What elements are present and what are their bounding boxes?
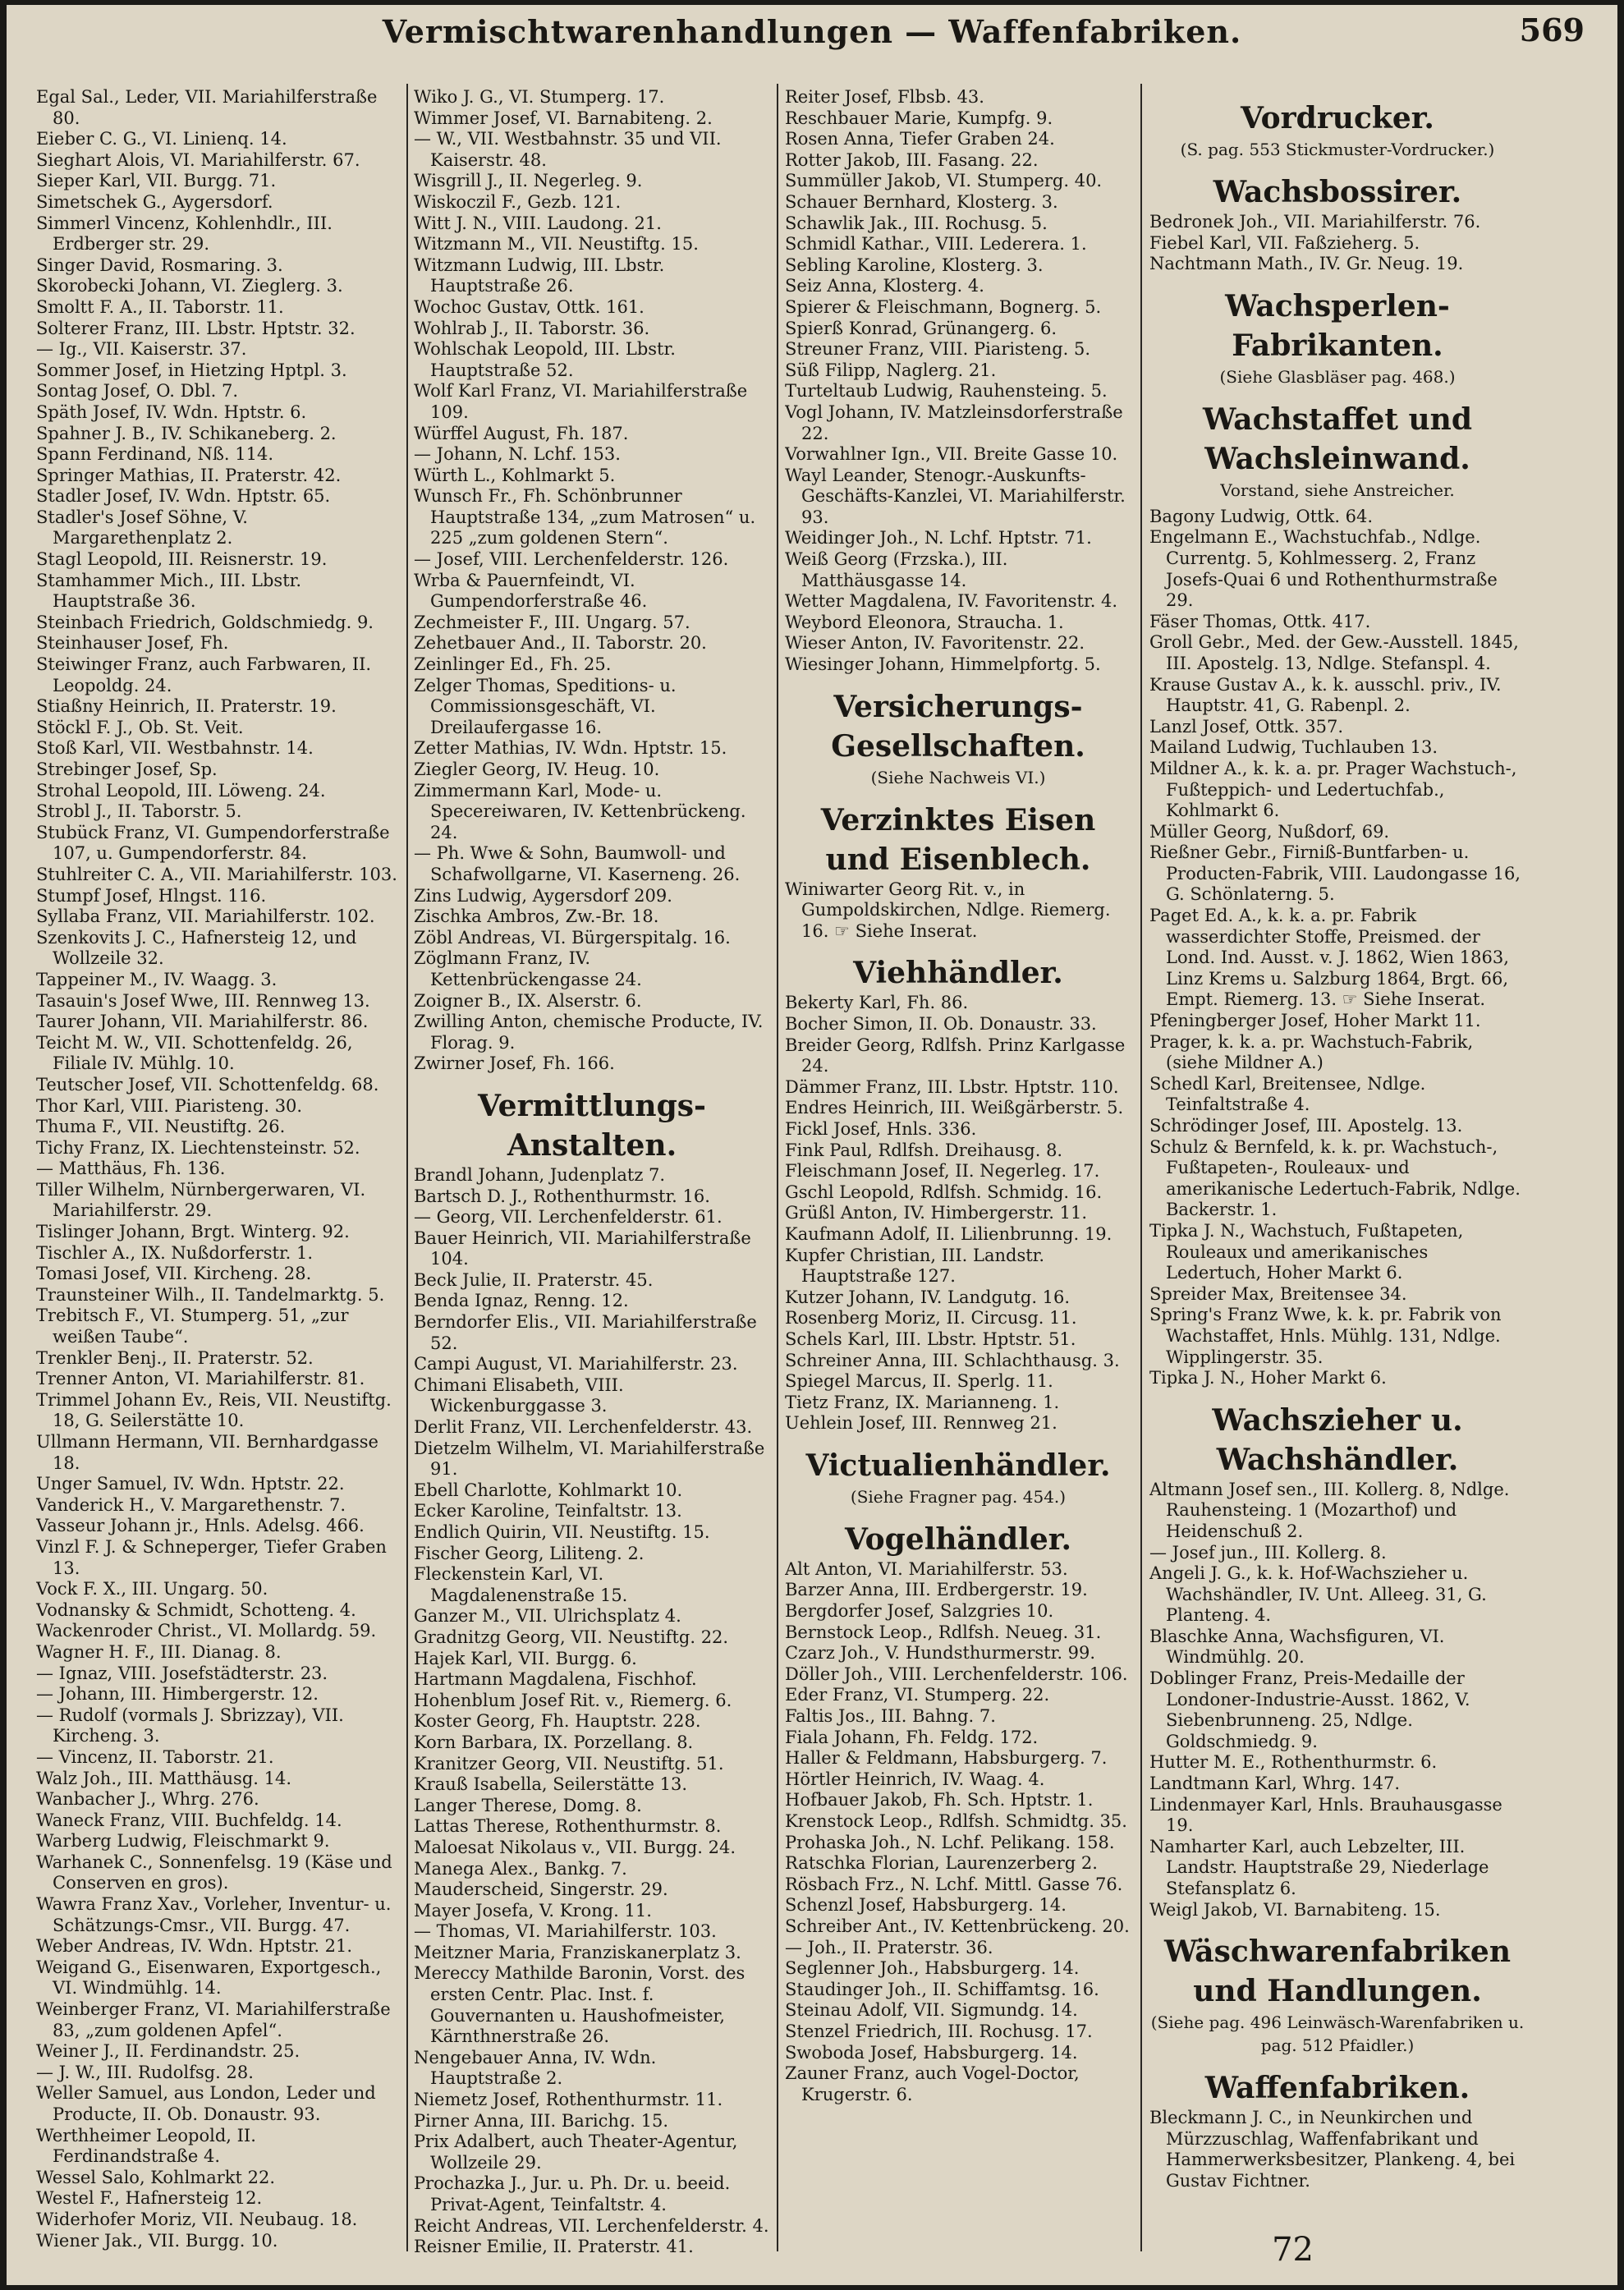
directory-entry: Simmerl Vincenz, Kohlenhdlr., III. Erdberger str. 29.: [36, 213, 333, 255]
directory-entry: Kranitzer Georg, VII. Neustiftg. 51.: [414, 1753, 724, 1774]
directory-entry: Bernstock Leop., Rdlfsh. Neueg. 31.: [785, 1622, 1102, 1642]
directory-entry: Wiko J. G., VI. Stumperg. 17.: [414, 87, 665, 107]
directory-entry: Derlit Franz, VII. Lerchenfelderstr. 43.: [414, 1417, 753, 1438]
directory-entry: Prohaska Joh., N. Lchf. Pelikang. 158.: [785, 1832, 1115, 1852]
directory-entry: Weigl Jakob, VI. Barnabiteng. 15.: [1149, 1899, 1441, 1920]
directory-entry: Krauß Isabella, Seilerstätte 13.: [414, 1774, 688, 1795]
directory-entry: — W., VII. Westbahnstr. 35 und VII. Kaiserstr. 48.: [414, 129, 722, 170]
directory-entry: Zwilling Anton, chemische Producte, IV. Florag. 9.: [414, 1012, 764, 1053]
directory-entry: Haller & Feldmann, Habsburgerg. 7.: [785, 1748, 1108, 1769]
directory-entry: Wawra Franz Xav., Vorleher, Inventur- u. Schätzungs-Cmsr., VII. Burgg. 47.: [36, 1894, 392, 1935]
directory-entry: Waneck Franz, VIII. Buchfeldg. 14.: [36, 1810, 342, 1830]
directory-entry: Tislinger Johann, Brgt. Winterg. 92.: [36, 1222, 350, 1242]
directory-entry: Bergdorfer Josef, Salzgries 10.: [785, 1601, 1054, 1622]
directory-entry: Süß Filipp, Naglerg. 21.: [785, 360, 997, 380]
directory-entry: Hutter M. E., Rothenthurmstr. 6.: [1149, 1752, 1438, 1773]
directory-entry: Stenzel Friedrich, III. Rochusg. 17.: [785, 2021, 1093, 2041]
directory-entry: Schenzl Josef, Habsburgerg. 14.: [785, 1895, 1067, 1916]
directory-entry: Zins Ludwig, Aygersdorf 209.: [414, 885, 672, 906]
directory-entry: Ratschka Florian, Laurenzerberg 2.: [785, 1853, 1098, 1874]
directory-entry: Stiaßny Heinrich, II. Praterstr. 19.: [36, 696, 337, 717]
directory-entry: Weller Samuel, aus London, Leder und Producte, II. Ob. Donaustr. 93.: [36, 2083, 376, 2124]
directory-entry: Rießner Gebr., Firniß-Buntfarben- u. Producten-Fabrik, VIII. Laudongasse 16, G. Schönlaterng. 5.: [1149, 842, 1521, 905]
directory-entry: Reiter Josef, Flbsb. 43.: [785, 87, 984, 107]
directory-entry: Müller Georg, Nußdorf, 69.: [1149, 821, 1390, 842]
directory-entry: Wessel Salo, Kohlmarkt 22.: [36, 2167, 276, 2187]
directory-entry: Witzmann M., VII. Neustiftg. 15.: [414, 234, 699, 255]
directory-entry: Fink Paul, Rdlfsh. Dreihausg. 8.: [785, 1140, 1063, 1160]
directory-entry: Tipka J. N., Hoher Markt 6.: [1149, 1368, 1387, 1388]
directory-entry: Schrödinger Josef, III. Apostelg. 13.: [1149, 1116, 1463, 1136]
directory-entry: Spierer & Fleischmann, Bognerg. 5.: [785, 296, 1102, 317]
directory-entry: — J. W., III. Rudolfsg. 28.: [36, 2062, 254, 2082]
directory-entry: Zeinlinger Ed., Fh. 25.: [414, 654, 612, 675]
directory-entry: Steinau Adolf, VII. Sigmundg. 14.: [785, 2000, 1078, 2021]
directory-entry: Steinbach Friedrich, Goldschmiedg. 9.: [36, 612, 374, 632]
directory-entry: Strebinger Josef, Sp.: [36, 760, 218, 779]
directory-entry: Fiebel Karl, VII. Faßzieherg. 5.: [1149, 232, 1420, 253]
directory-entry: Spring's Franz Wwe, k. k. pr. Fabrik von Wachstaffet, Hnls. Mühlg. 131, Ndlge. Wipplingerstr. 35.: [1149, 1305, 1502, 1367]
directory-entry: Szenkovits J. C., Hafnersteig 12, und Wollzeile 32.: [36, 927, 357, 969]
directory-entry: Mailand Ludwig, Tuchlauben 13.: [1149, 737, 1438, 758]
directory-entry: Alt Anton, VI. Mariahilferstr. 53.: [785, 1558, 1068, 1579]
directory-entry: Trenkler Benj., II. Praterstr. 52.: [36, 1347, 314, 1368]
directory-entry: Grüßl Anton, IV. Himbergerstr. 11.: [785, 1203, 1088, 1223]
directory-entry: Schels Karl, III. Lbstr. Hptstr. 51.: [785, 1329, 1076, 1349]
directory-entry: Landtmann Karl, Whrg. 147.: [1149, 1774, 1401, 1794]
directory-entry: Strobl J., II. Taborstr. 5.: [36, 801, 242, 822]
directory-entry: Weinberger Franz, VI. Mariahilferstraße 83, „zum goldenen Apfel“.: [36, 1999, 391, 2040]
directory-entry: Singer David, Rosmaring. 3.: [36, 255, 283, 275]
directory-entry: Turteltaub Ludwig, Rauhensteing. 5.: [785, 381, 1108, 402]
directory-entry: Prager, k. k. a. pr. Wachstuch-Fabrik, (siehe Mildner A.): [1149, 1031, 1474, 1073]
directory-entry: Seiz Anna, Klosterg. 4.: [785, 276, 984, 296]
directory-entry: Fischer Georg, Liliteng. 2.: [414, 1543, 645, 1563]
directory-entry: Schauer Bernhard, Klosterg. 3.: [785, 191, 1058, 212]
section-heading: Vermittlungs-Anstalten.: [478, 1088, 706, 1163]
directory-entry: Tasauin's Josef Wwe, III. Rennweg 13.: [36, 990, 370, 1011]
directory-entry: Solterer Franz, III. Lbstr. Hptstr. 32.: [36, 318, 356, 338]
directory-entry: Stöckl F. J., Ob. St. Veit.: [36, 717, 244, 737]
directory-entry: Steiwinger Franz, auch Farbwaren, II. Leopoldg. 24.: [36, 654, 372, 695]
section-note: (Siehe Glasbläser pag. 468.): [1219, 366, 1456, 387]
directory-entry: Lanzl Josef, Ottk. 357.: [1149, 716, 1344, 737]
directory-entry: Manega Alex., Bankg. 7.: [414, 1858, 627, 1879]
directory-entry: Brandl Johann, Judenplatz 7.: [414, 1164, 666, 1185]
directory-entry: — Georg, VII. Lerchenfelderstr. 61.: [414, 1207, 723, 1228]
directory-entry: Werthheimer Leopold, II. Ferdinandstraße 4.: [36, 2125, 256, 2167]
directory-entry: Sieper Karl, VII. Burgg. 71.: [36, 171, 277, 191]
directory-entry: Ecker Karoline, Teinfaltstr. 13.: [414, 1501, 682, 1521]
directory-entry: — Johann, III. Himbergerstr. 12.: [36, 1684, 319, 1705]
directory-entry: Traunsteiner Wilh., II. Tandelmarktg. 5.: [36, 1284, 385, 1305]
directory-entry: Späth Josef, IV. Wdn. Hptstr. 6.: [36, 402, 307, 422]
directory-entry: Krause Gustav A., k. k. ausschl. priv., IV. Hauptstr. 41, G. Rabenpl. 2.: [1149, 674, 1502, 716]
directory-entry: Wohlrab J., II. Taborstr. 36.: [414, 318, 650, 338]
directory-entry: Beck Julie, II. Praterstr. 45.: [414, 1269, 654, 1290]
directory-entry: Springer Mathias, II. Praterstr. 42.: [36, 465, 342, 485]
column-rule: [1140, 84, 1142, 2251]
directory-entry: Wunsch Fr., Fh. Schönbrunner Hauptstraße 134, „zum Matrosen“ u. 225 „zum goldenen Stern“.: [414, 486, 756, 548]
section-heading: Vogelhändler.: [844, 1521, 1071, 1557]
directory-entry: Streuner Franz, VIII. Piaristeng. 5.: [785, 339, 1091, 360]
directory-entry: Weiner J., II. Ferdinandstr. 25.: [36, 2041, 300, 2062]
section-heading: Verzinktes Eisen und Eisenblech.: [820, 802, 1096, 877]
section-note: (Siehe Nachweis VI.): [870, 767, 1046, 787]
directory-entry: Zehetbauer And., II. Taborstr. 20.: [414, 633, 707, 654]
directory-entry: Wieser Anton, IV. Favoritenstr. 22.: [785, 633, 1085, 654]
directory-entry: Schreiber Ant., IV. Kettenbrückeng. 20.: [785, 1916, 1130, 1936]
directory-entry: Vogl Johann, IV. Matzleinsdorferstraße 22.: [785, 402, 1123, 443]
directory-entry: Campi August, VI. Mariahilferstr. 23.: [414, 1354, 738, 1374]
directory-entry: Fleischmann Josef, II. Negerleg. 17.: [785, 1161, 1100, 1182]
directory-entry: Groll Gebr., Med. der Gew.-Ausstell. 1845, III. Apostelg. 13, Ndlge. Stefanspl. 4.: [1149, 632, 1519, 673]
directory-entry: Altmann Josef sen., III. Kollerg. 8, Ndlge. Rauhensteing. 1 (Mozarthof) und Heidenschuß 2.: [1149, 1479, 1510, 1541]
directory-entry: Stadler Josef, IV. Wdn. Hptstr. 65.: [36, 486, 331, 507]
directory-entry: Zauner Franz, auch Vogel-Doctor, Krugerstr. 6.: [785, 2063, 1080, 2104]
directory-entry: — Josef, VIII. Lerchenfelderstr. 126.: [414, 549, 729, 570]
section-heading: Waffenfabriken.: [1204, 2071, 1470, 2106]
directory-entry: Hörtler Heinrich, IV. Waag. 4.: [785, 1769, 1045, 1789]
directory-entry: Bleckmann J. C., in Neunkirchen und Mürzzuschlag, Waffenfabrikant und Hammerwerksbesitzer, Plankeng. 4, bei Gustav Fichtner.: [1149, 2108, 1516, 2191]
directory-entry: Widerhofer Moriz, VII. Neubaug. 18.: [36, 2209, 358, 2229]
section-heading: Wachszieher u. Wachshändler.: [1212, 1402, 1463, 1477]
directory-entry: Nachtmann Math., IV. Gr. Neug. 19.: [1149, 254, 1464, 274]
directory-entry: Koster Georg, Fh. Hauptstr. 228.: [414, 1711, 701, 1732]
directory-entry: Trenner Anton, VI. Mariahilferstr. 81.: [36, 1369, 365, 1389]
directory-entry: Syllaba Franz, VII. Mariahilferstr. 102.: [36, 906, 375, 927]
directory-entry: Uehlein Josef, III. Rennweg 21.: [785, 1413, 1057, 1434]
directory-entry: Trebitsch F., VI. Stumperg. 51, „zur weißen Taube“.: [36, 1306, 349, 1347]
directory-entry: Stadler's Josef Söhne, V. Margarethenplatz 2.: [36, 507, 248, 548]
directory-entry: Ebell Charlotte, Kohlmarkt 10.: [414, 1480, 683, 1500]
section-heading: Victualienhändler.: [805, 1448, 1111, 1483]
directory-entry: Tischler A., IX. Nußdorferstr. 1.: [36, 1242, 314, 1263]
directory-entry: Fäser Thomas, Ottk. 417.: [1149, 611, 1371, 631]
directory-entry: Mayer Josefa, V. Krong. 11.: [414, 1900, 652, 1921]
column-1: [36, 87, 401, 2271]
directory-entry: Wackenroder Christ., VI. Mollardg. 59.: [36, 1621, 377, 1641]
directory-entry: Witt J. N., VIII. Laudong. 21.: [414, 213, 662, 233]
section-heading: Versicherungs-Gesellschaften.: [831, 689, 1085, 764]
directory-entry: Zechmeister F., III. Ungarg. 57.: [414, 612, 690, 632]
directory-entry: Wohlschak Leopold, III. Lbstr. Hauptstraße 52.: [414, 339, 676, 380]
directory-entry: Dietzelm Wilhelm, VI. Mariahilferstraße 91.: [414, 1438, 765, 1480]
directory-entry: Krenstock Leop., Rdlfsh. Schmidtg. 35.: [785, 1811, 1127, 1831]
page-title: Vermischtwarenhandlungen — Waffenfabriken.: [382, 13, 1242, 50]
directory-entry: Wiener Jak., VII. Burgg. 10.: [36, 2230, 278, 2251]
directory-entry: Angeli J. G., k. k. Hof-Wachszieher u. Wachshändler, IV. Unt. Alleeg. 31, G. Planteng. 4.: [1149, 1563, 1487, 1626]
directory-entry: Kupfer Christian, III. Landstr. Hauptstraße 127.: [785, 1245, 1045, 1287]
directory-entry: Vock F. X., III. Ungarg. 50.: [36, 1579, 268, 1599]
directory-entry: Wanbacher J., Whrg. 276.: [36, 1789, 259, 1810]
directory-entry: Teicht M. W., VII. Schottenfeldg. 26, Filiale IV. Mühlg. 10.: [36, 1032, 353, 1074]
directory-entry: Tipka J. N., Wachstuch, Fußtapeten, Rouleaux und amerikanisches Ledertuch, Hoher Markt 6.: [1149, 1220, 1464, 1283]
directory-entry: Bekerty Karl, Fh. 86.: [785, 993, 969, 1013]
section-heading: Vordrucker.: [1241, 101, 1434, 135]
directory-entry: Barzer Anna, III. Erdbergerstr. 19.: [785, 1580, 1088, 1600]
directory-entry: Meitzner Maria, Franziskanerplatz 3.: [414, 1942, 741, 1962]
directory-entry: Eieber C. G., VI. Linienq. 14.: [36, 129, 287, 149]
directory-entry: Wiskoczil F., Gezb. 121.: [414, 191, 622, 212]
directory-entry: Rösbach Frz., N. Lchf. Mittl. Gasse 76.: [785, 1874, 1123, 1894]
directory-entry: Zoigner B., IX. Alserstr. 6.: [414, 990, 642, 1011]
directory-entry: Würffel August, Fh. 187.: [414, 423, 629, 443]
section-heading: Wachsbossirer.: [1213, 175, 1462, 209]
directory-entry: Ganzer M., VII. Ulrichsplatz 4.: [414, 1606, 681, 1627]
directory-entry: Stoß Karl, VII. Westbahnstr. 14.: [36, 738, 314, 759]
directory-entry: Vanderick H., V. Margarethenstr. 7.: [36, 1494, 346, 1515]
section-note: (Siehe pag. 496 Leinwäsch-Warenfabriken u. pag. 512 Pfaidler.): [1150, 2012, 1525, 2056]
directory-entry: Bagony Ludwig, Ottk. 64.: [1149, 506, 1374, 526]
directory-entry: Endres Heinrich, III. Weißgärberstr. 5.: [785, 1098, 1124, 1118]
footer-mark: 72: [1272, 2231, 1314, 2269]
directory-entry: Prochazka J., Jur. u. Ph. Dr. u. beeid. Privat-Agent, Teinfaltstr. 4.: [414, 2173, 731, 2214]
directory-entry: Kaufmann Adolf, II. Lilienbrunng. 19.: [785, 1223, 1112, 1244]
directory-entry: Thor Karl, VIII. Piaristeng. 30.: [36, 1095, 303, 1116]
directory-entry: Spreider Max, Breitensee 34.: [1149, 1283, 1407, 1304]
directory-entry: Tappeiner M., IV. Waagg. 3.: [36, 969, 278, 989]
directory-entry: Berndorfer Elis., VII. Mariahilferstraße 52.: [414, 1312, 757, 1353]
directory-entry: Staudinger Joh., II. Schiffamtsg. 16.: [785, 1979, 1099, 1999]
directory-entry: Taurer Johann, VII. Mariahilferstr. 86.: [36, 1012, 369, 1032]
directory-entry: Ziegler Georg, IV. Heug. 10.: [414, 760, 660, 779]
directory-entry: Spierß Konrad, Grünangerg. 6.: [785, 318, 1057, 338]
directory-entry: Wochoc Gustav, Ottk. 161.: [414, 296, 645, 317]
directory-entry: Hartmann Magdalena, Fischhof.: [414, 1669, 697, 1690]
section-note: (Siehe Fragner pag. 454.): [850, 1486, 1067, 1507]
directory-entry: Simetschek G., Aygersdorf.: [36, 191, 273, 212]
directory-entry: Niemetz Josef, Rothenthurmstr. 11.: [414, 2090, 723, 2110]
directory-entry: Tiller Wilhelm, Nürnbergerwaren, VI. Mariahilferstr. 29.: [36, 1179, 366, 1221]
directory-entry: Doblinger Franz, Preis-Medaille der Londoner-Industrie-Ausst. 1862, V. Siebenbrunneng. 25, Ndlge. Goldschmiedg. 9.: [1149, 1668, 1470, 1751]
column-rule: [406, 84, 408, 2251]
directory-entry: Zelger Thomas, Speditions- u. Commissionsgeschäft, VI. Dreilaufergasse 16.: [414, 675, 677, 737]
directory-entry: Weybord Eleonora, Straucha. 1.: [785, 612, 1064, 632]
column-rule: [777, 84, 778, 2251]
directory-entry: Spann Ferdinand, Nß. 114.: [36, 444, 273, 465]
directory-entry: Vorwahlner Ign., VII. Breite Gasse 10.: [785, 444, 1118, 465]
directory-entry: Mauderscheid, Singerstr. 29.: [414, 1879, 668, 1900]
directory-entry: Thuma F., VII. Neustiftg. 26.: [36, 1117, 286, 1137]
directory-entry: Hajek Karl, VII. Burgg. 6.: [414, 1648, 637, 1668]
directory-entry: Sieghart Alois, VI. Mariahilferstr. 67.: [36, 149, 360, 170]
section-heading: Wachsperlen-Fabrikanten.: [1225, 288, 1450, 363]
directory-entry: — Rudolf (vormals J. Sbrizzay), VII. Kircheng. 3.: [36, 1705, 344, 1746]
directory-entry: — Ignaz, VIII. Josefstädterstr. 23.: [36, 1663, 328, 1683]
directory-entry: Endlich Quirin, VII. Neustiftg. 15.: [414, 1522, 710, 1542]
directory-entry: Teutscher Josef, VII. Schottenfeldg. 68.: [36, 1074, 379, 1095]
directory-entry: Faltis Jos., III. Bahng. 7.: [785, 1706, 996, 1727]
directory-entry: — Ph. Wwe & Sohn, Baumwoll- und Schafwollgarne, VI. Kaserneng. 26.: [414, 843, 741, 884]
directory-entry: Zöbl Andreas, VI. Bürgerspitalg. 16.: [414, 927, 731, 948]
directory-entry: Zwirner Josef, Fh. 166.: [414, 1053, 615, 1074]
directory-entry: Vodnansky & Schmidt, Schotteng. 4.: [36, 1599, 356, 1620]
directory-entry: Zischka Ambros, Zw.-Br. 18.: [414, 906, 659, 927]
directory-entry: — Thomas, VI. Mariahilferstr. 103.: [414, 1921, 717, 1942]
directory-entry: Weigand G., Eisenwaren, Exportgesch., VI. Windmühlg. 14.: [36, 1957, 382, 1999]
directory-entry: Strohal Leopold, III. Löweng. 24.: [36, 780, 326, 801]
directory-entry: Tietz Franz, IX. Marianneng. 1.: [785, 1392, 1060, 1412]
directory-entry: Stubück Franz, VI. Gumpendorferstraße 107, u. Gumpendorferstr. 84.: [36, 822, 390, 864]
directory-entry: Breider Georg, Rdlfsh. Prinz Karlgasse 24.: [785, 1035, 1126, 1076]
directory-entry: Reicht Andreas, VII. Lerchenfelderstr. 4.: [414, 2215, 769, 2236]
directory-entry: Prix Adalbert, auch Theater-Agentur, Wollzeile 29.: [414, 2132, 738, 2173]
directory-entry: Wimmer Josef, VI. Barnabiteng. 2.: [414, 108, 713, 128]
directory-entry: Fiala Johann, Fh. Feldg. 172.: [785, 1727, 1039, 1747]
directory-entry: Bauer Heinrich, VII. Mariahilferstraße 104.: [414, 1228, 751, 1269]
directory-entry: — Ig., VII. Kaiserstr. 37.: [36, 339, 247, 360]
directory-entry: Hofbauer Jakob, Fh. Sch. Hptstr. 1.: [785, 1790, 1094, 1810]
directory-entry: Chimani Elisabeth, VIII. Wickenburggasse 3.: [414, 1374, 624, 1416]
directory-entry: Reschbauer Marie, Kumpfg. 9.: [785, 108, 1053, 128]
directory-entry: Warhanek C., Sonnenfelsg. 19 (Käse und Conserven en gros).: [36, 1852, 392, 1893]
directory-entry: Smoltt F. A., II. Taborstr. 11.: [36, 296, 284, 317]
directory-entry: Weiß Georg (Frzska.), III. Matthäusgasse 14.: [785, 549, 1008, 590]
directory-entry: Spahner J. B., IV. Schikaneberg. 2.: [36, 423, 337, 443]
directory-entry: Stuhlreiter C. A., VII. Mariahilferstr. 103.: [36, 864, 397, 884]
page-number: 569: [1519, 11, 1585, 48]
directory-entry: Hohenblum Josef Rit. v., Riemerg. 6.: [414, 1690, 732, 1710]
directory-entry: Lindenmayer Karl, Hnls. Brauhausgasse 19.: [1149, 1794, 1502, 1836]
directory-entry: Warberg Ludwig, Fleischmarkt 9.: [36, 1831, 330, 1852]
directory-entry: Sommer Josef, in Hietzing Hptpl. 3.: [36, 360, 347, 380]
directory-entry: Wiesinger Johann, Himmelpfortg. 5.: [785, 654, 1101, 675]
directory-entry: Pfeningberger Josef, Hoher Markt 11.: [1149, 1011, 1481, 1031]
directory-entry: Skorobecki Johann, VI. Zieglerg. 3.: [36, 276, 343, 296]
directory-entry: Witzmann Ludwig, III. Lbstr. Hauptstraße 26.: [414, 255, 665, 296]
directory-entry: Weber Andreas, IV. Wdn. Hptstr. 21.: [36, 1936, 353, 1957]
directory-entry: Steinhauser Josef, Fh.: [36, 633, 229, 654]
directory-entry: Wayl Leander, Stenogr.-Auskunfts-Geschäfts-Kanzlei, VI. Mariahilferstr. 93.: [785, 465, 1126, 527]
directory-entry: Engelmann E., Wachstuchfab., Ndlge. Currentg. 5, Kohlmesserg. 2, Franz Josefs-Quai 6 und Rothenthurmstraße 29.: [1149, 527, 1498, 611]
directory-entry: Kutzer Johann, IV. Landgutg. 16.: [785, 1287, 1071, 1307]
directory-entry: Stamhammer Mich., III. Lbstr. Hauptstraße 36.: [36, 570, 302, 612]
directory-entry: Vinzl F. J. & Schneperger, Tiefer Graben 13.: [36, 1536, 387, 1578]
directory-entry: Fickl Josef, Hnls. 336.: [785, 1118, 977, 1139]
directory-entry: Wrba & Pauernfeindt, VI. Gumpendorferstraße 46.: [414, 570, 648, 612]
directory-entry: Fleckenstein Karl, VI. Magdalenenstraße 15.: [414, 1564, 628, 1605]
directory-entry: Rosen Anna, Tiefer Graben 24.: [785, 129, 1055, 149]
directory-entry: Wetter Magdalena, IV. Favoritenstr. 4.: [785, 591, 1118, 612]
directory-entry: Czarz Joh., V. Hundsthurmerstr. 99.: [785, 1643, 1096, 1664]
directory-entry: Benda Ignaz, Renng. 12.: [414, 1291, 629, 1311]
directory-entry: Namharter Karl, auch Lebzelter, III. Landstr. Hauptstraße 29, Niederlage Stefansplatz 6.: [1149, 1836, 1489, 1898]
section-note: (S. pag. 553 Stickmuster-Vordrucker.): [1180, 140, 1495, 159]
section-heading: Viehhändler.: [853, 956, 1063, 991]
directory-entry: Sontag Josef, O. Dbl. 7.: [36, 381, 238, 402]
directory-entry: Tichy Franz, IX. Liechtensteinstr. 52.: [36, 1137, 360, 1158]
directory-entry: Westel F., Hafnersteig 12.: [36, 2188, 263, 2209]
directory-entry: Gradnitzg Georg, VII. Neustiftg. 22.: [414, 1627, 729, 1647]
directory-entry: Döller Joh., VIII. Lerchenfelderstr. 106.: [785, 1664, 1128, 1684]
directory-entry: Sebling Karoline, Klosterg. 3.: [785, 255, 1044, 275]
directory-entry: Korn Barbara, IX. Porzellang. 8.: [414, 1732, 694, 1752]
directory-entry: Trimmel Johann Ev., Reis, VII. Neustiftg. 18, G. Seilerstätte 10.: [36, 1389, 392, 1431]
directory-page: [7, 5, 1617, 2285]
directory-entry: Bedronek Joh., VII. Mariahilferstr. 76.: [1149, 212, 1481, 232]
directory-entry: Walz Joh., III. Matthäusg. 14.: [36, 1768, 292, 1788]
directory-entry: Winiwarter Georg Rit. v., in Gumpoldskirchen, Ndlge. Riemerg. 16. ☞ Siehe Inserat.: [785, 879, 1111, 941]
directory-entry: Rosenberg Moriz, II. Circusg. 11.: [785, 1308, 1077, 1329]
running-header: [7, 8, 1617, 53]
section-heading: Wäschwarenfabriken und Handlungen.: [1164, 1934, 1511, 2009]
directory-entry: Bartsch D. J., Rothenthurmstr. 16.: [414, 1186, 710, 1206]
directory-entry: Tomasi Josef, VII. Kircheng. 28.: [36, 1264, 312, 1284]
directory-entry: Schulz & Bernfeld, k. k. pr. Wachstuch-, Fußtapeten-, Rouleaux- und amerikanische Ledertuch-Fabrik, Ndlge. Backerstr. 1.: [1149, 1136, 1521, 1220]
directory-entry: Eder Franz, VI. Stumperg. 22.: [785, 1685, 1050, 1705]
directory-entry: Würth L., Kohlmarkt 5.: [414, 465, 616, 485]
directory-entry: Gschl Leopold, Rdlfsh. Schmidg. 16.: [785, 1182, 1103, 1202]
directory-entry: Maloesat Nikolaus v., VII. Burgg. 24.: [414, 1837, 736, 1857]
directory-entry: — Vincenz, II. Taborstr. 21.: [36, 1746, 274, 1767]
directory-entry: Dämmer Franz, III. Lbstr. Hptstr. 110.: [785, 1076, 1119, 1097]
directory-entry: Wagner H. F., III. Dianag. 8.: [36, 1641, 282, 1662]
directory-entry: — Johann, N. Lchf. 153.: [414, 444, 621, 465]
directory-entry: Swoboda Josef, Habsburgerg. 14.: [785, 2042, 1078, 2063]
directory-entry: Langer Therese, Domg. 8.: [414, 1795, 642, 1815]
column-2: [414, 87, 770, 2271]
directory-entry: Mildner A., k. k. a. pr. Prager Wachstuch-, Fußteppich- und Ledertuchfab., Kohlmarkt 6.: [1149, 758, 1517, 821]
column-4: [1149, 87, 1525, 2271]
directory-entry: Zöglmann Franz, IV. Kettenbrückengasse 24.: [414, 948, 642, 989]
directory-entry: — Matthäus, Fh. 136.: [36, 1159, 226, 1179]
directory-entry: Egal Sal., Leder, VII. Mariahilferstraße 80.: [36, 87, 378, 128]
directory-entry: Paget Ed. A., k. k. a. pr. Fabrik wasserdichter Stoffe, Preismed. der Lond. Ind. Ausst. v. J. 1862, Wien 1863, Linz Krems u. Salzburg 1864, Brgt. 66, Empt. Riemerg. 13. ☞ Siehe Inserat.: [1149, 906, 1509, 1010]
directory-entry: Unger Samuel, IV. Wdn. Hptstr. 22.: [36, 1474, 345, 1494]
directory-entry: Spiegel Marcus, II. Sperlg. 11.: [785, 1371, 1053, 1392]
directory-entry: Zetter Mathias, IV. Wdn. Hptstr. 15.: [414, 738, 727, 759]
directory-entry: Mereccy Mathilde Baronin, Vorst. des ersten Centr. Plac. Inst. f. Gouvernanten u. Haushofmeister, Kärnthnerstraße 26.: [414, 1963, 745, 2047]
directory-entry: Blaschke Anna, Wachsfiguren, VI. Windmühlg. 20.: [1149, 1626, 1445, 1668]
directory-entry: Stumpf Josef, Hlngst. 116.: [36, 885, 267, 906]
directory-entry: Wolf Karl Franz, VI. Mariahilferstraße 109.: [414, 381, 748, 422]
directory-entry: Schawlik Jak., III. Rochusg. 5.: [785, 213, 1048, 233]
column-3: [785, 87, 1131, 2271]
directory-entry: Schedl Karl, Breitensee, Ndlge. Teinfaltstraße 4.: [1149, 1073, 1426, 1115]
directory-entry: Reisner Emilie, II. Praterstr. 41.: [414, 2237, 694, 2257]
directory-entry: Weidinger Joh., N. Lchf. Hptstr. 71.: [785, 528, 1092, 548]
directory-entry: — Josef jun., III. Kollerg. 8.: [1149, 1542, 1387, 1563]
directory-entry: Schmidl Kathar., VIII. Lederera. 1.: [785, 234, 1087, 255]
directory-entry: Pirner Anna, III. Barichg. 15.: [414, 2110, 669, 2131]
directory-entry: Ullmann Hermann, VII. Bernhardgasse 18.: [36, 1432, 378, 1473]
directory-entry: Seglenner Joh., Habsburgerg. 14.: [785, 1958, 1080, 1979]
section-heading: Wachstaffet und Wachsleinwand.: [1202, 402, 1473, 476]
directory-entry: Vasseur Johann jr., Hnls. Adelsg. 466.: [36, 1516, 365, 1536]
directory-entry: Bocher Simon, II. Ob. Donaustr. 33.: [785, 1014, 1097, 1034]
directory-entry: Lattas Therese, Rothenthurmstr. 8.: [414, 1816, 722, 1837]
directory-entry: Wisgrill J., II. Negerleg. 9.: [414, 171, 643, 191]
section-note: Vorstand, siehe Anstreicher.: [1220, 480, 1455, 500]
directory-entry: Summüller Jakob, VI. Stumperg. 40.: [785, 171, 1103, 191]
directory-entry: — Joh., II. Praterstr. 36.: [785, 1937, 993, 1957]
directory-entry: Stagl Leopold, III. Reisnerstr. 19.: [36, 549, 328, 570]
directory-entry: Nengebauer Anna, IV. Wdn. Hauptstraße 2.: [414, 2047, 657, 2089]
directory-entry: Schreiner Anna, III. Schlachthausg. 3.: [785, 1350, 1120, 1370]
directory-entry: Rotter Jakob, III. Fasang. 22.: [785, 149, 1039, 170]
directory-entry: Zimmermann Karl, Mode- u. Specereiwaren, IV. Kettenbrückeng. 24.: [414, 780, 746, 842]
